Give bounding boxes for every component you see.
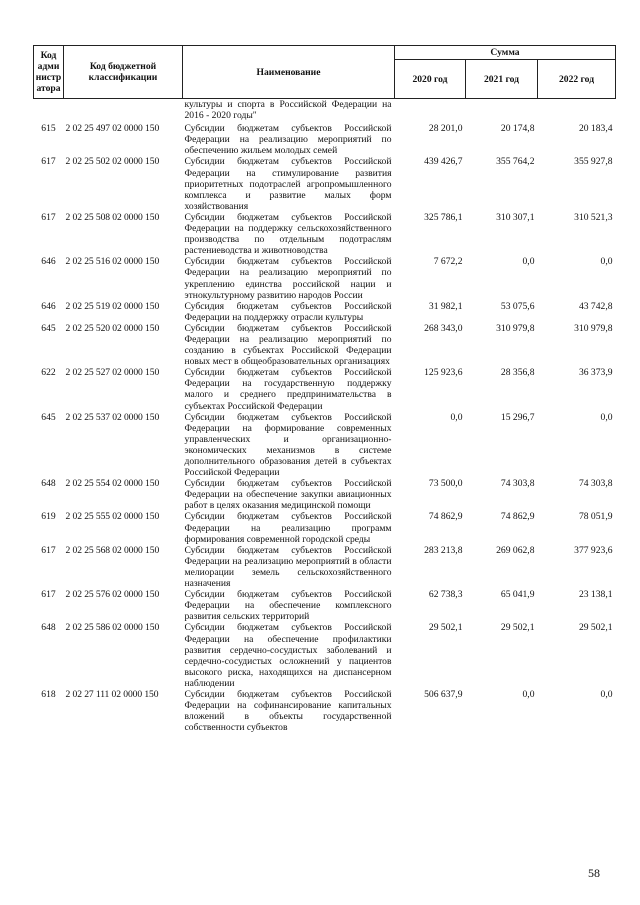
amount-2021-cell: 15 296,7 xyxy=(500,411,535,423)
kbk-cell: 2 02 25 497 02 0000 150 xyxy=(65,123,160,135)
table-row xyxy=(34,511,616,544)
name-cell: Субсидии бюджетам субъектов Российской Федерации на реализацию мероприятий в области мелиорации земель сельскохозяйственного назначения xyxy=(184,544,392,590)
table-row xyxy=(34,478,616,511)
name-cell: Субсидии бюджетам субъектов Российской Федерации на обеспечение профилактики развития сердечно-сосудистых заболеваний и сердечно-сосудистых осложнений у пациентов высокого риска, находящихся на диспансерном наблюдении xyxy=(184,622,392,689)
amount-2022-cell: 0,0 xyxy=(600,256,613,268)
table-row xyxy=(34,156,616,211)
name-cell: Субсидии бюджетам субъектов Российской Федерации на обеспечение закупки авиационных работ в целях оказания медицинской помощи xyxy=(184,478,392,512)
amount-2022-cell: 23 138,1 xyxy=(578,589,613,601)
name-cell: Субсидии бюджетам субъектов Российской Федерации на стимулирование развития приоритетных подотраслей агропромышленного комплекса и развитие малых форм хозяйствования xyxy=(184,156,392,212)
amount-2021-cell: 355 764,2 xyxy=(496,156,535,168)
header-admin-code-line: атора xyxy=(36,83,61,94)
table-body xyxy=(34,99,616,734)
amount-2021-cell: 269 062,8 xyxy=(496,544,535,556)
amount-2020-cell: 28 201,0 xyxy=(428,123,463,135)
kbk-cell: 2 02 25 520 02 0000 150 xyxy=(65,322,160,334)
amount-2022-cell: 0,0 xyxy=(600,411,613,423)
name-cell: Субсидии бюджетам субъектов Российской Федерации на реализацию программ формирования современной городской среды xyxy=(184,511,392,545)
amount-2021-cell: 310 979,8 xyxy=(496,322,535,334)
header-admin-code xyxy=(34,46,64,99)
amount-2022-cell: 355 927,8 xyxy=(574,156,613,168)
table-row xyxy=(34,301,616,323)
name-cell: Субсидии бюджетам субъектов Российской Федерации на формирование современных управленческих и организационно-экономических механизмов в системе дополнительного образования детей в субъектах Российской Федерации xyxy=(184,411,392,479)
admin-code-cell: 618 xyxy=(41,688,56,700)
amount-2020-cell: 325 786,1 xyxy=(424,211,463,223)
table-row xyxy=(34,689,616,733)
amount-2022-cell: 310 979,8 xyxy=(574,322,613,334)
amount-2022-cell: 78 051,9 xyxy=(578,511,613,523)
kbk-cell: 2 02 25 508 02 0000 150 xyxy=(65,211,160,223)
amount-2021-cell: 0,0 xyxy=(522,256,535,268)
continuation-row xyxy=(34,99,616,124)
amount-2021-cell: 65 041,9 xyxy=(500,589,535,601)
kbk-cell: 2 02 25 537 02 0000 150 xyxy=(65,411,160,423)
admin-code-cell: 615 xyxy=(41,123,56,135)
amount-2021-cell: 74 862,9 xyxy=(500,511,535,523)
kbk-cell: 2 02 25 576 02 0000 150 xyxy=(65,589,160,601)
amount-2020-cell: 283 213,8 xyxy=(424,544,463,556)
amount-2022-cell: 310 521,3 xyxy=(574,211,613,223)
kbk-cell: 2 02 25 516 02 0000 150 xyxy=(65,256,160,268)
header-year-2022: 2022 год xyxy=(538,60,616,99)
amount-2022-cell: 20 183,4 xyxy=(578,123,613,135)
amount-2022-cell: 377 923,6 xyxy=(574,544,613,556)
admin-code-cell: 617 xyxy=(41,544,56,556)
table-row xyxy=(34,323,616,367)
admin-code-cell: 646 xyxy=(41,300,56,312)
amount-2020-cell: 125 923,6 xyxy=(424,367,463,379)
table-row xyxy=(34,123,616,156)
amount-2020-cell: 31 982,1 xyxy=(428,300,463,312)
admin-code-cell: 645 xyxy=(41,322,56,334)
table-row xyxy=(34,622,616,689)
amount-2021-cell: 74 303,8 xyxy=(500,478,535,490)
amount-2020-cell: 62 738,3 xyxy=(428,589,463,601)
table-row xyxy=(34,367,616,411)
header-kbk: Код бюджетной классификации xyxy=(64,46,183,99)
amount-2020-cell: 29 502,1 xyxy=(428,622,463,634)
table-row xyxy=(34,256,616,300)
kbk-cell: 2 02 25 519 02 0000 150 xyxy=(65,300,160,312)
amount-2020-cell: 439 426,7 xyxy=(424,156,463,168)
amount-2021-cell: 53 075,6 xyxy=(500,300,535,312)
table-row xyxy=(34,212,616,256)
name-cell: Субсидия бюджетам субъектов Российской Федерации на поддержку отрасли культуры xyxy=(184,300,392,323)
admin-code-cell: 617 xyxy=(41,156,56,168)
amount-2020-cell: 74 862,9 xyxy=(428,511,463,523)
amount-2021-cell: 20 174,8 xyxy=(500,123,535,135)
amount-2021-cell: 29 502,1 xyxy=(500,622,535,634)
admin-code-cell: 617 xyxy=(41,211,56,223)
kbk-cell: 2 02 25 555 02 0000 150 xyxy=(65,511,160,523)
admin-code-cell: 648 xyxy=(41,622,56,634)
header-admin-code-lines xyxy=(34,50,63,94)
header-admin-code-line: Код xyxy=(40,50,57,61)
document-page xyxy=(33,45,613,733)
page-number: 58 xyxy=(588,866,600,880)
admin-code-cell: 646 xyxy=(41,256,56,268)
admin-code-cell: 617 xyxy=(41,589,56,601)
admin-code-cell: 648 xyxy=(41,478,56,490)
table-row xyxy=(34,589,616,622)
kbk-cell: 2 02 27 111 02 0000 150 xyxy=(65,688,159,700)
header-admin-code-line: нистр xyxy=(35,72,62,83)
amount-2020-cell: 506 637,9 xyxy=(424,688,463,700)
header-name: Наименование xyxy=(183,46,395,99)
amount-2020-cell: 73 500,0 xyxy=(428,478,463,490)
name-cell: Субсидии бюджетам субъектов Российской Федерации на реализацию мероприятий по созданию в субъектах Российской Федерации новых мест в общеобразовательных организациях xyxy=(184,322,392,368)
admin-code-cell: 619 xyxy=(41,511,56,523)
header-admin-code-line: адми xyxy=(37,61,60,72)
amount-2022-cell: 43 742,8 xyxy=(578,300,613,312)
name-cell: Субсидии бюджетам субъектов Российской Федерации на поддержку сельскохозяйственного производства по отдельным подотраслям растениеводства и животноводства xyxy=(184,211,392,257)
table-row xyxy=(34,412,616,479)
budget-table xyxy=(33,45,616,733)
name-cell: Субсидии бюджетам субъектов Российской Федерации на реализацию мероприятий по укреплению единства российской нации и этнокультурному развитию народов России xyxy=(184,256,392,301)
header-year-2021: 2021 год xyxy=(466,60,538,99)
amount-2022-cell: 36 373,9 xyxy=(578,367,613,379)
name-cell: Субсидии бюджетам субъектов Российской Федерации на государственную поддержку малого и среднего предпринимательства в субъектах Российской Федерации xyxy=(184,367,392,412)
kbk-cell: 2 02 25 554 02 0000 150 xyxy=(65,478,160,490)
name-cell: Субсидии бюджетам субъектов Российской Федерации на софинансирование капитальных вложений в объекты государственной собственности субъектов xyxy=(184,688,392,734)
amount-2022-cell: 0,0 xyxy=(600,688,613,700)
name-cell: Субсидии бюджетам субъектов Российской Федерации на реализацию мероприятий по обеспечению жильем молодых семей xyxy=(184,123,392,157)
header-year-2020: 2020 год xyxy=(395,60,466,99)
admin-code-cell: 622 xyxy=(41,367,56,379)
amount-2021-cell: 0,0 xyxy=(522,688,535,700)
kbk-cell: 2 02 25 527 02 0000 150 xyxy=(65,367,160,379)
amount-2022-cell: 29 502,1 xyxy=(578,622,613,634)
amount-2022-cell: 74 303,8 xyxy=(578,478,613,490)
amount-2020-cell: 0,0 xyxy=(450,411,463,423)
table-header xyxy=(34,46,616,99)
amount-2020-cell: 268 343,0 xyxy=(424,322,463,334)
amount-2020-cell: 7 672,2 xyxy=(433,256,463,268)
amount-2021-cell: 28 356,8 xyxy=(500,367,535,379)
amount-2021-cell: 310 307,1 xyxy=(496,211,535,223)
header-sum: Сумма xyxy=(395,46,616,60)
name-cell: Субсидии бюджетам субъектов Российской Федерации на обеспечение комплексного развития сельских территорий xyxy=(184,589,392,623)
table-row xyxy=(34,545,616,589)
admin-code-cell: 645 xyxy=(41,411,56,423)
continuation-text: культуры и спорта в Российской Федерации на 2016 - 2020 годы" xyxy=(184,99,392,122)
kbk-cell: 2 02 25 586 02 0000 150 xyxy=(65,622,160,634)
kbk-cell: 2 02 25 568 02 0000 150 xyxy=(65,544,160,556)
kbk-cell: 2 02 25 502 02 0000 150 xyxy=(65,156,160,168)
